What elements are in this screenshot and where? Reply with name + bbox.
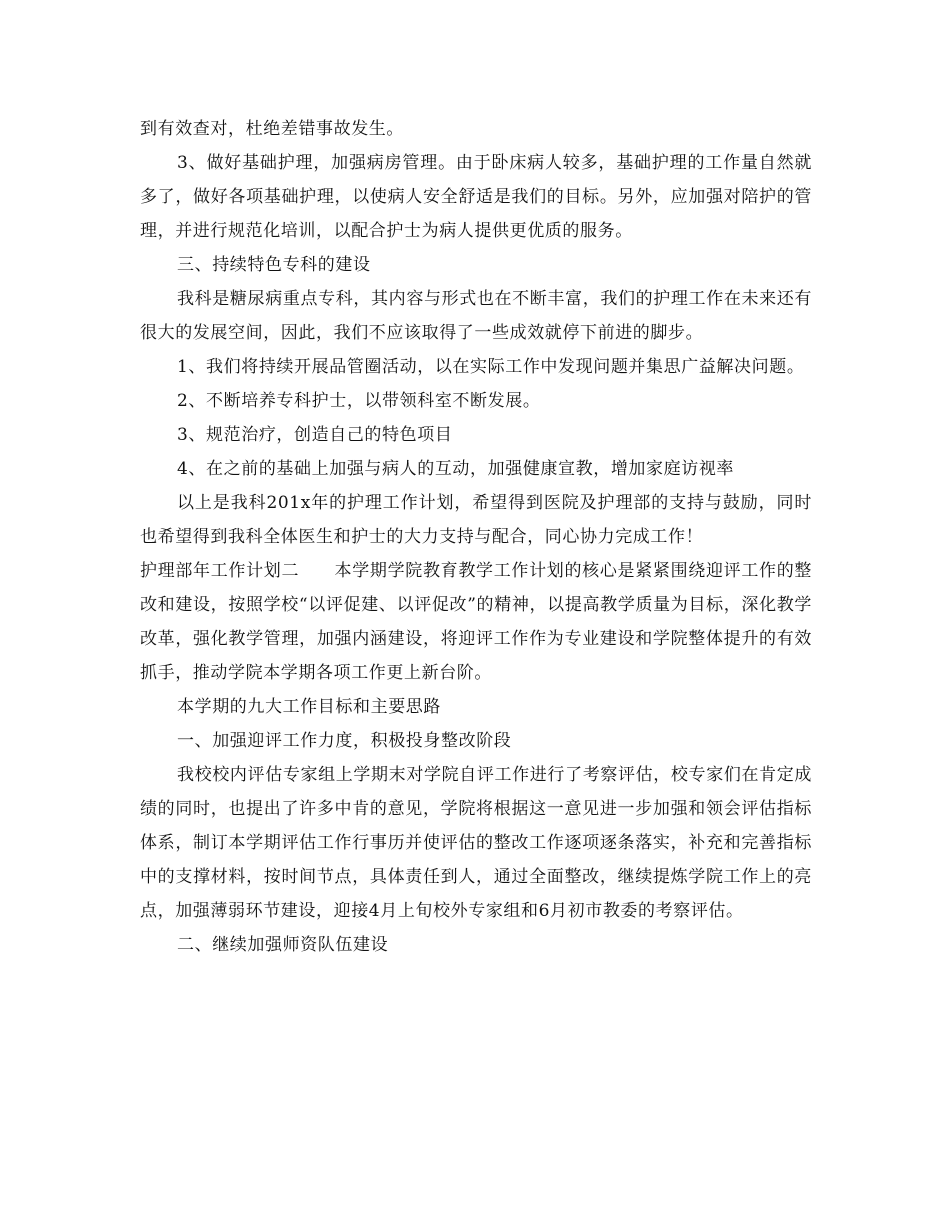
list-item: 1、我们将持续开展品管圈活动，以在实际工作中发现问题并集思广益解决问题。: [177, 357, 805, 377]
list-item: 4、在之前的基础上加强与病人的互动，加强健康宣教，增加家庭访视率: [177, 459, 735, 479]
paragraph: 我校校内评估专家组上学期末对学院自评工作进行了考察评估，校专家们在肯定成绩的同时，也提出了许多中肯的意见，学院将根据这一意见进一步加强和领会评估指标体系，制订本学期评估工作行事历并使评估的整改工作逐项逐条落实，补充和完善指标中的支撑材料，按时间节点，具体责任到人，通过全面整改，继续提炼学院工作上的亮点，加强薄弱环节建设，迎接4月上旬校外专家组和6月初市教委的考察评估。: [140, 765, 812, 921]
section-heading: 本学期的九大工作目标和主要思路: [177, 697, 441, 717]
list-item: 2、不断培养专科护士，以带领科室不断发展。: [177, 391, 541, 411]
section-heading: 三、持续特色专科的建设: [177, 255, 371, 275]
paragraph: 3、做好基础护理，加强病房管理。由于卧床病人较多，基础护理的工作量自然就多了，做好各项基础护理，以使病人安全舒适是我们的目标。另外，应加强对陪护的管理，并进行规范化培训，以配合护士为病人提供更优质的服务。: [140, 153, 812, 241]
paragraph: 我科是糖尿病重点专科，其内容与形式也在不断丰富，我们的护理工作在未来还有很大的发展空间，因此，我们不应该取得了一些成效就停下前进的脚步。: [140, 289, 812, 343]
paragraph: 到有效查对，杜绝差错事故发生。: [140, 119, 404, 139]
paragraph: 以上是我科201x年的护理工作计划，希望得到医院及护理部的支持与鼓励，同时也希望得到我科全体医生和护士的大力支持与配合，同心协力完成工作！: [140, 493, 812, 547]
section-heading: 一、加强迎评工作力度，积极投身整改阶段: [177, 731, 512, 751]
paragraph: 护理部年工作计划二 本学期学院教育教学工作计划的核心是紧紧围绕迎评工作的整改和建设，按照学校“以评促建、以评促改”的精神，以提高教学质量为目标，深化教学改革，强化教学管理，加强内涵建设，将迎评工作作为专业建设和学院整体提升的有效抓手，推动学院本学期各项工作更上新台阶。: [140, 561, 812, 683]
list-item: 3、规范治疗，创造自己的特色项目: [177, 425, 453, 445]
document-body: [140, 112, 812, 962]
section-heading: 二、继续加强师资队伍建设: [177, 935, 389, 955]
